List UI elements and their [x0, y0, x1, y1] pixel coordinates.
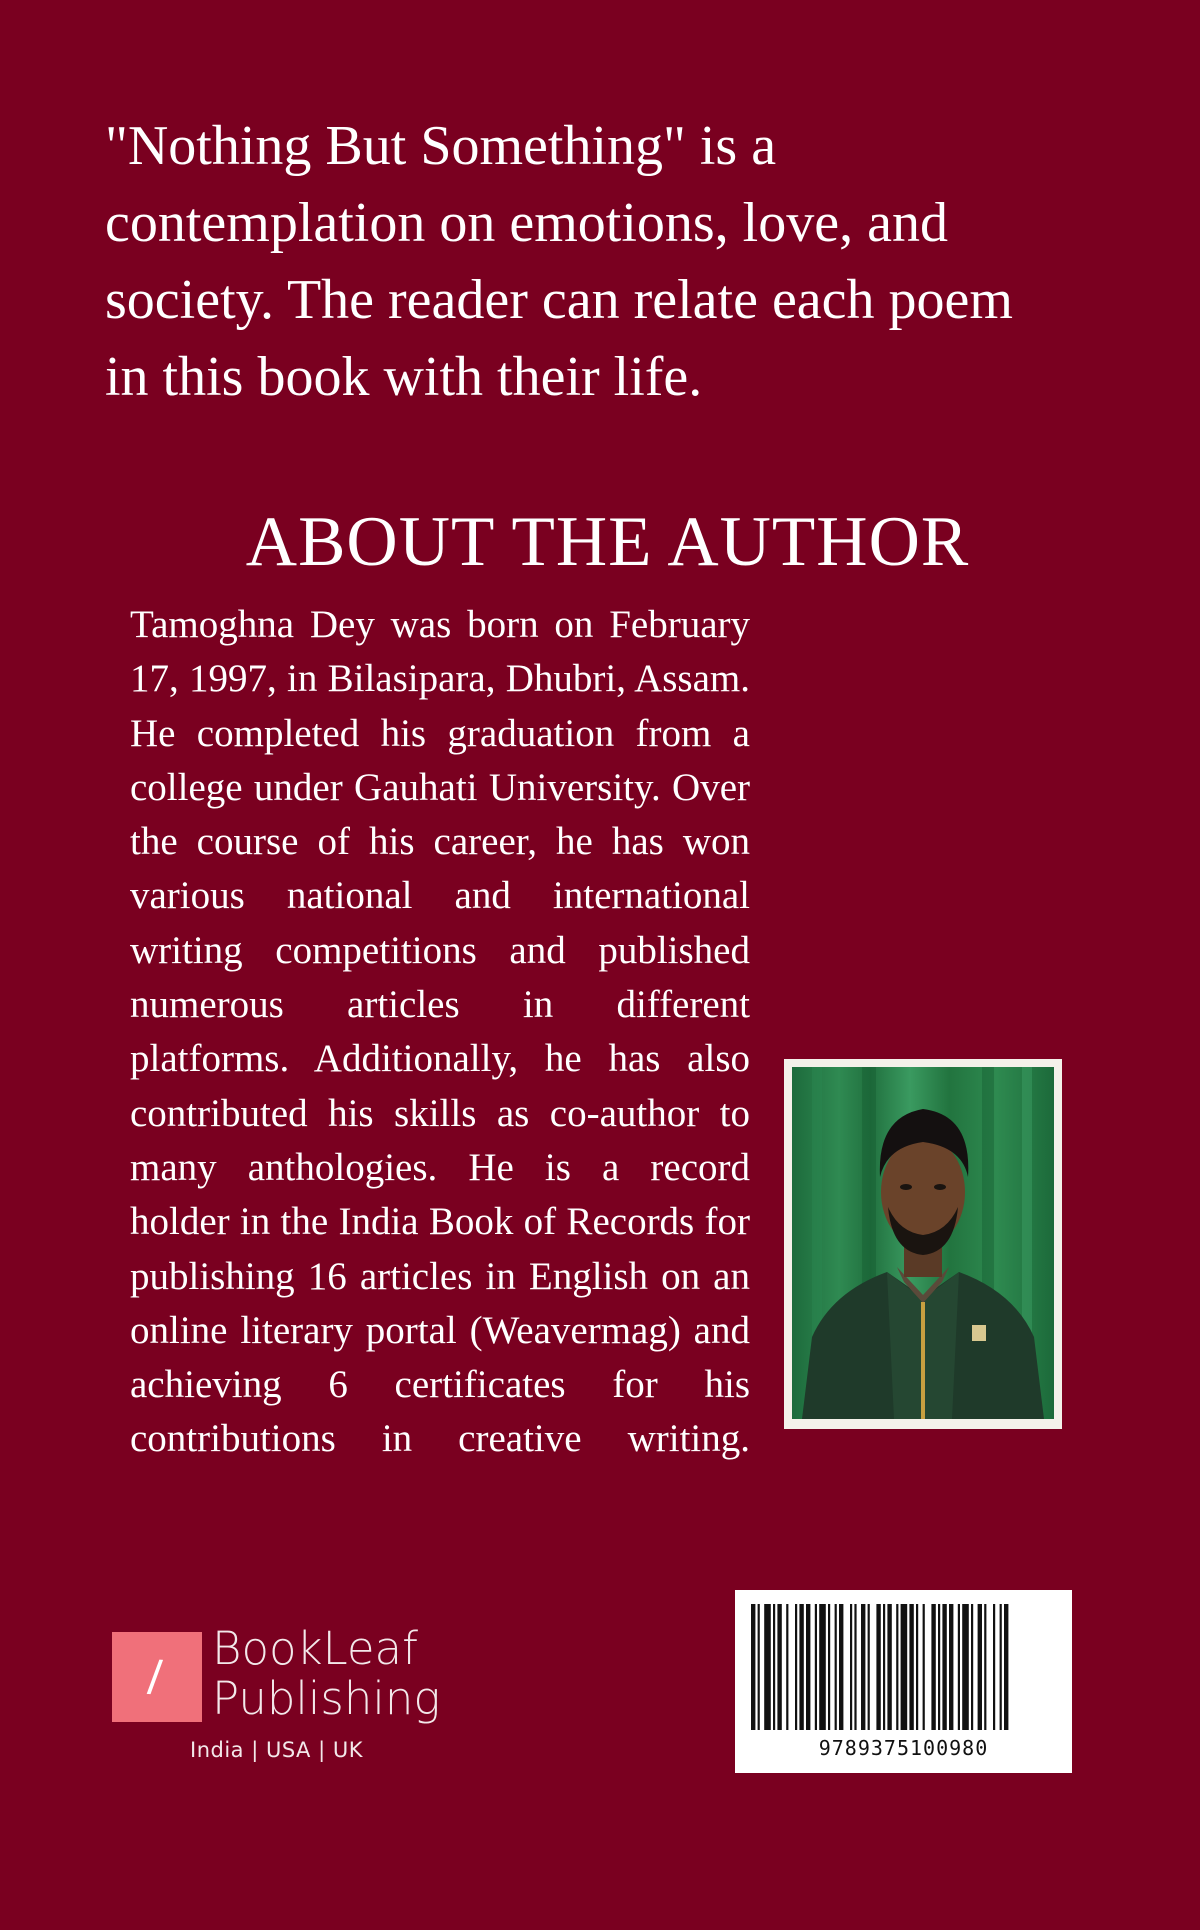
barcode-bar — [777, 1604, 781, 1730]
book-blurb: "Nothing But Something" is a contemplation on emotions, love, and society. The reader can relate each poem in this book with their life. — [105, 115, 1013, 408]
publisher-name — [212, 1624, 440, 1724]
barcode-bar — [799, 1604, 803, 1730]
barcode-bar — [887, 1604, 891, 1730]
barcode-bar — [839, 1604, 843, 1730]
barcode-bar — [861, 1604, 865, 1730]
barcode-bar — [773, 1604, 775, 1730]
barcode-bar — [751, 1604, 755, 1730]
barcode-bar — [828, 1604, 830, 1730]
barcode-bar — [923, 1604, 925, 1730]
isbn-number: 9789375100980 — [818, 1736, 989, 1760]
barcode-bar — [850, 1604, 852, 1730]
barcode-bar — [909, 1604, 913, 1730]
barcode-bar — [984, 1604, 986, 1730]
barcode-bar — [938, 1604, 940, 1730]
barcode-bar — [868, 1604, 870, 1730]
isbn-barcode — [735, 1590, 1072, 1773]
barcode-bar — [806, 1604, 810, 1730]
barcode-bar — [1004, 1604, 1008, 1730]
barcode-bar — [896, 1604, 898, 1730]
barcode-bar — [758, 1604, 760, 1730]
author-photo — [792, 1067, 1054, 1419]
barcode-bar — [835, 1604, 837, 1730]
barcode-bar — [971, 1604, 973, 1730]
barcode-bar — [854, 1604, 856, 1730]
barcode-bar — [786, 1604, 788, 1730]
barcode-bar — [901, 1604, 908, 1730]
barcode-bar — [1000, 1604, 1002, 1730]
publisher-name-line1: BookLeaf — [212, 1622, 418, 1675]
barcode-bar — [764, 1604, 771, 1730]
barcode-bar — [978, 1604, 982, 1730]
publisher-regions: India | USA | UK — [190, 1738, 363, 1762]
publisher-logo-slash-icon: / — [145, 1651, 164, 1706]
barcode-bar — [815, 1604, 817, 1730]
barcode-bar — [883, 1604, 885, 1730]
barcode-bar — [949, 1604, 953, 1730]
barcode-bar — [958, 1604, 960, 1730]
about-author-heading: ABOUT THE AUTHOR — [245, 503, 970, 581]
publisher-name-line2: Publishing — [212, 1672, 441, 1725]
barcode-bar — [876, 1604, 880, 1730]
barcode-bar — [819, 1604, 826, 1730]
barcode-bar — [942, 1604, 946, 1730]
barcode-bar — [916, 1604, 918, 1730]
author-bio: Tamoghna Dey was born on February 17, 1997, in Bilasipara, Dhubri, Assam. He completed his graduation from a college under Gauhati University. Over the course of his career, he has won various national and international writing competitions and published numerous articles in different platforms. Additionally, he has also contributed his skills as co-author to many anthologies. He is a record holder in the India Book of Records for publishing 16 articles in English on an online literary portal (Weavermag) and achieving 6 certificates for his contributions in creative writing. — [130, 603, 750, 1461]
barcode-bar — [931, 1604, 935, 1730]
barcode-bar — [993, 1604, 995, 1730]
author-portrait-icon — [792, 1067, 1054, 1419]
barcode-bar — [795, 1604, 797, 1730]
author-photo-frame — [784, 1059, 1062, 1429]
barcode-bar — [962, 1604, 969, 1730]
